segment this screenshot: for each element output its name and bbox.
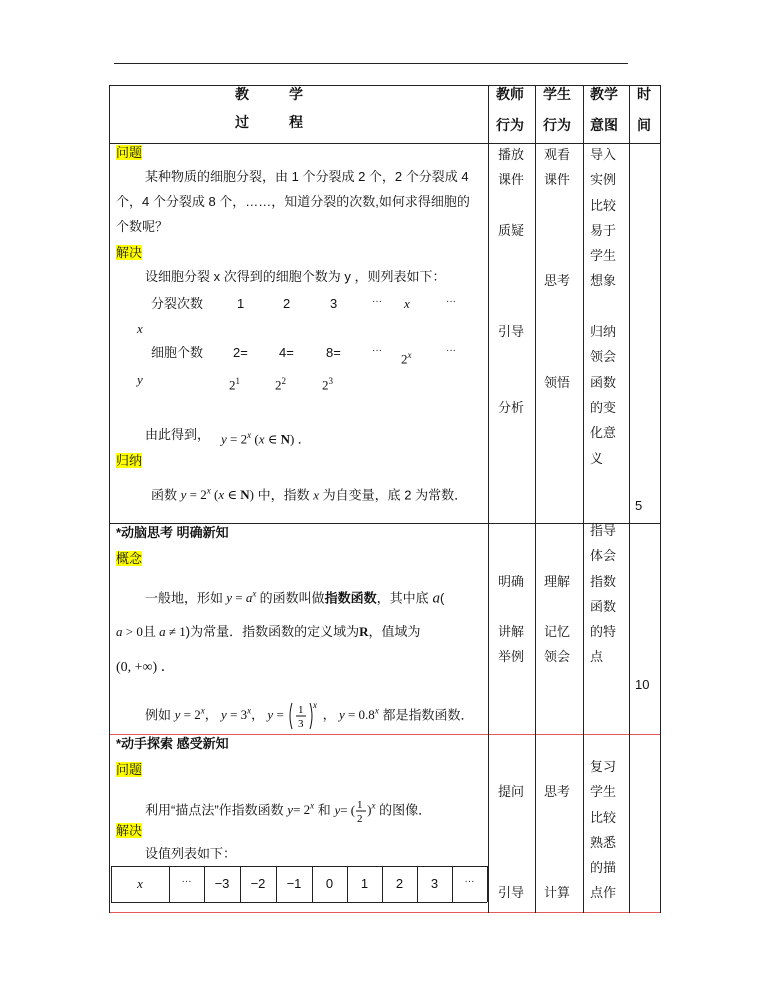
row3-teacher-col: 提问 引导 <box>498 784 525 901</box>
header-bottom-border <box>109 143 661 144</box>
pow-3: 3 <box>328 376 333 386</box>
row2-intent-col: 指导 体会 指数 函数 的特 点 <box>590 523 617 665</box>
solve-text: 设细胞分裂 x 次得到的细胞个数为 y ，则列表如下： <box>145 269 446 284</box>
division-3: 3 <box>330 296 338 311</box>
svg-text:1: 1 <box>357 799 363 811</box>
section-title-2: *动脑思考 明确新知 <box>116 525 229 540</box>
cells-ellipsis-1: ··· <box>372 345 382 356</box>
row2-bottom-border <box>109 734 661 735</box>
svg-text:2: 2 <box>357 813 363 825</box>
pow-2: 2 <box>281 376 286 386</box>
header-process-line2: 过 程 <box>235 114 303 130</box>
cells-2-pow1: $2^1$ <box>229 376 240 393</box>
vt-cell-2: 2 <box>395 876 404 891</box>
cells-2-pow2: $2^2$ <box>275 376 286 393</box>
cells-label: 细胞个数 <box>151 345 204 360</box>
tag-solve-3: 解决 <box>116 823 143 838</box>
header-student: 学生 行为 <box>543 86 571 133</box>
solve3-text: 设值列表如下： <box>145 846 237 861</box>
concept-line1: 一般地，形如 $y = a^x$ 的函数叫做指数函数，其中底 a( <box>145 589 445 607</box>
cells-ellipsis-2: ··· <box>446 345 456 356</box>
header-time: 时 间 <box>637 86 651 133</box>
tag-summary: 归纳 <box>116 453 143 468</box>
row1-time: 5 <box>635 498 643 513</box>
row1-teacher-col: 播放 课件 质疑 引导 分析 <box>498 147 525 415</box>
svg-text:x: x <box>313 700 318 710</box>
result-formula: $y = 2^x$ (x ∈ N) ． <box>221 430 311 447</box>
value-table-bottom <box>111 902 487 903</box>
pow-1: 1 <box>235 376 240 386</box>
problem-text-line1: 某种物质的细胞分裂，由 1 个分裂成 2 个，2 个分裂成 4 <box>145 169 469 184</box>
col-divider-3 <box>583 85 584 913</box>
header-intent: 教学 意图 <box>590 86 618 133</box>
row1-bottom-border <box>109 523 661 524</box>
vt-cell-1: 1 <box>360 876 369 891</box>
vt-cell-ellipsis-2: ··· <box>464 876 475 887</box>
concept-line3: (0, +∞) ． <box>116 660 175 675</box>
division-var: x <box>137 321 143 336</box>
row3-intent-col: 复习 学生 比较 熟悉 的描 点作 <box>590 759 617 901</box>
row2-teacher-col: 明确 讲解 举例 <box>498 573 525 665</box>
division-label: 分裂次数 <box>151 296 204 311</box>
top-rule <box>114 63 628 64</box>
col-divider-1 <box>488 85 489 913</box>
header-teacher: 教师 行为 <box>496 86 524 133</box>
svg-text:3: 3 <box>298 718 304 730</box>
table-top-border <box>109 85 661 86</box>
cells-8: 8= <box>326 345 341 360</box>
svg-text:1: 1 <box>298 704 304 716</box>
header-process-line1: 教 学 <box>235 86 303 102</box>
division-1: 1 <box>237 296 245 311</box>
vt-right <box>487 866 488 902</box>
row2-student-col: 理解 记忆 领会 <box>544 573 571 665</box>
table-bottom-border <box>109 912 661 913</box>
row1-student-col: 观看 课件 思考 领悟 <box>544 147 571 390</box>
row2-time: 10 <box>635 677 650 692</box>
table-right-border <box>660 85 661 913</box>
cells-var: y <box>137 372 143 387</box>
row1-intent-col: 导入 实例 比较 易于 学生 想象 归纳 领会 函数 的变 化意 义 <box>590 147 617 466</box>
vt-cell-m2: −2 <box>250 876 266 891</box>
division-ellipsis-2: ··· <box>446 296 456 307</box>
tag-problem-3: 问题 <box>116 762 143 777</box>
problem-text-line3: 个数呢？ <box>116 219 169 234</box>
row3-student-col: 思考 计算 <box>544 784 571 901</box>
fraction-one-half <box>355 796 367 826</box>
tag-solve-1: 解决 <box>116 245 143 260</box>
vt-cell-m3: −3 <box>214 876 230 891</box>
cells-2x-exp: x <box>407 350 412 360</box>
division-2: 2 <box>283 296 291 311</box>
division-x: x <box>404 296 410 311</box>
vt-cell-m1: −1 <box>286 876 302 891</box>
summary-text: 函数 $y = 2^x$ (x ∈ N) 中，指数 x 为自变量，底 2 为常数． <box>151 486 468 503</box>
vt-cell-0: 0 <box>325 876 334 891</box>
problem3-line: 利用“描点法”作指数函数 $y= 2^x$ 和 y= ( 1 2 )$^x$ 的图像． <box>145 796 431 826</box>
cells-2x: 2$^x$ <box>401 350 412 367</box>
fraction-one-third <box>287 700 319 732</box>
example-line: 例如 $y = 2^x$， $y = 3^x$， y = 1 3 x ， $y = 0.8^x$ 都是指数函数． <box>145 700 474 730</box>
col-divider-2 <box>535 85 536 913</box>
result-text: 由此得到， <box>145 427 211 442</box>
table-left-border <box>109 85 110 913</box>
vt-cell-ellipsis-1: ··· <box>181 876 192 887</box>
tag-problem-1: 问题 <box>116 145 143 160</box>
problem-text-line2: 个，4 个分裂成 8 个，……，知道分裂的次数,如何求得细胞的 <box>116 194 470 209</box>
vt-cell-3: 3 <box>430 876 439 891</box>
division-ellipsis-1: ··· <box>372 296 382 307</box>
tag-concept: 概念 <box>116 551 143 566</box>
concept-line2: a > 0且 a ≠ 1)为常量．指数函数的定义域为R，值域为 <box>116 624 421 639</box>
col-divider-4 <box>629 85 630 913</box>
cells-2-pow3: $2^3$ <box>322 376 333 393</box>
cells-4: 4= <box>279 345 294 360</box>
cells-2: 2= <box>233 345 248 360</box>
section-title-3: *动手探索 感受新知 <box>116 736 229 751</box>
vt-cell-x: x <box>137 876 143 891</box>
